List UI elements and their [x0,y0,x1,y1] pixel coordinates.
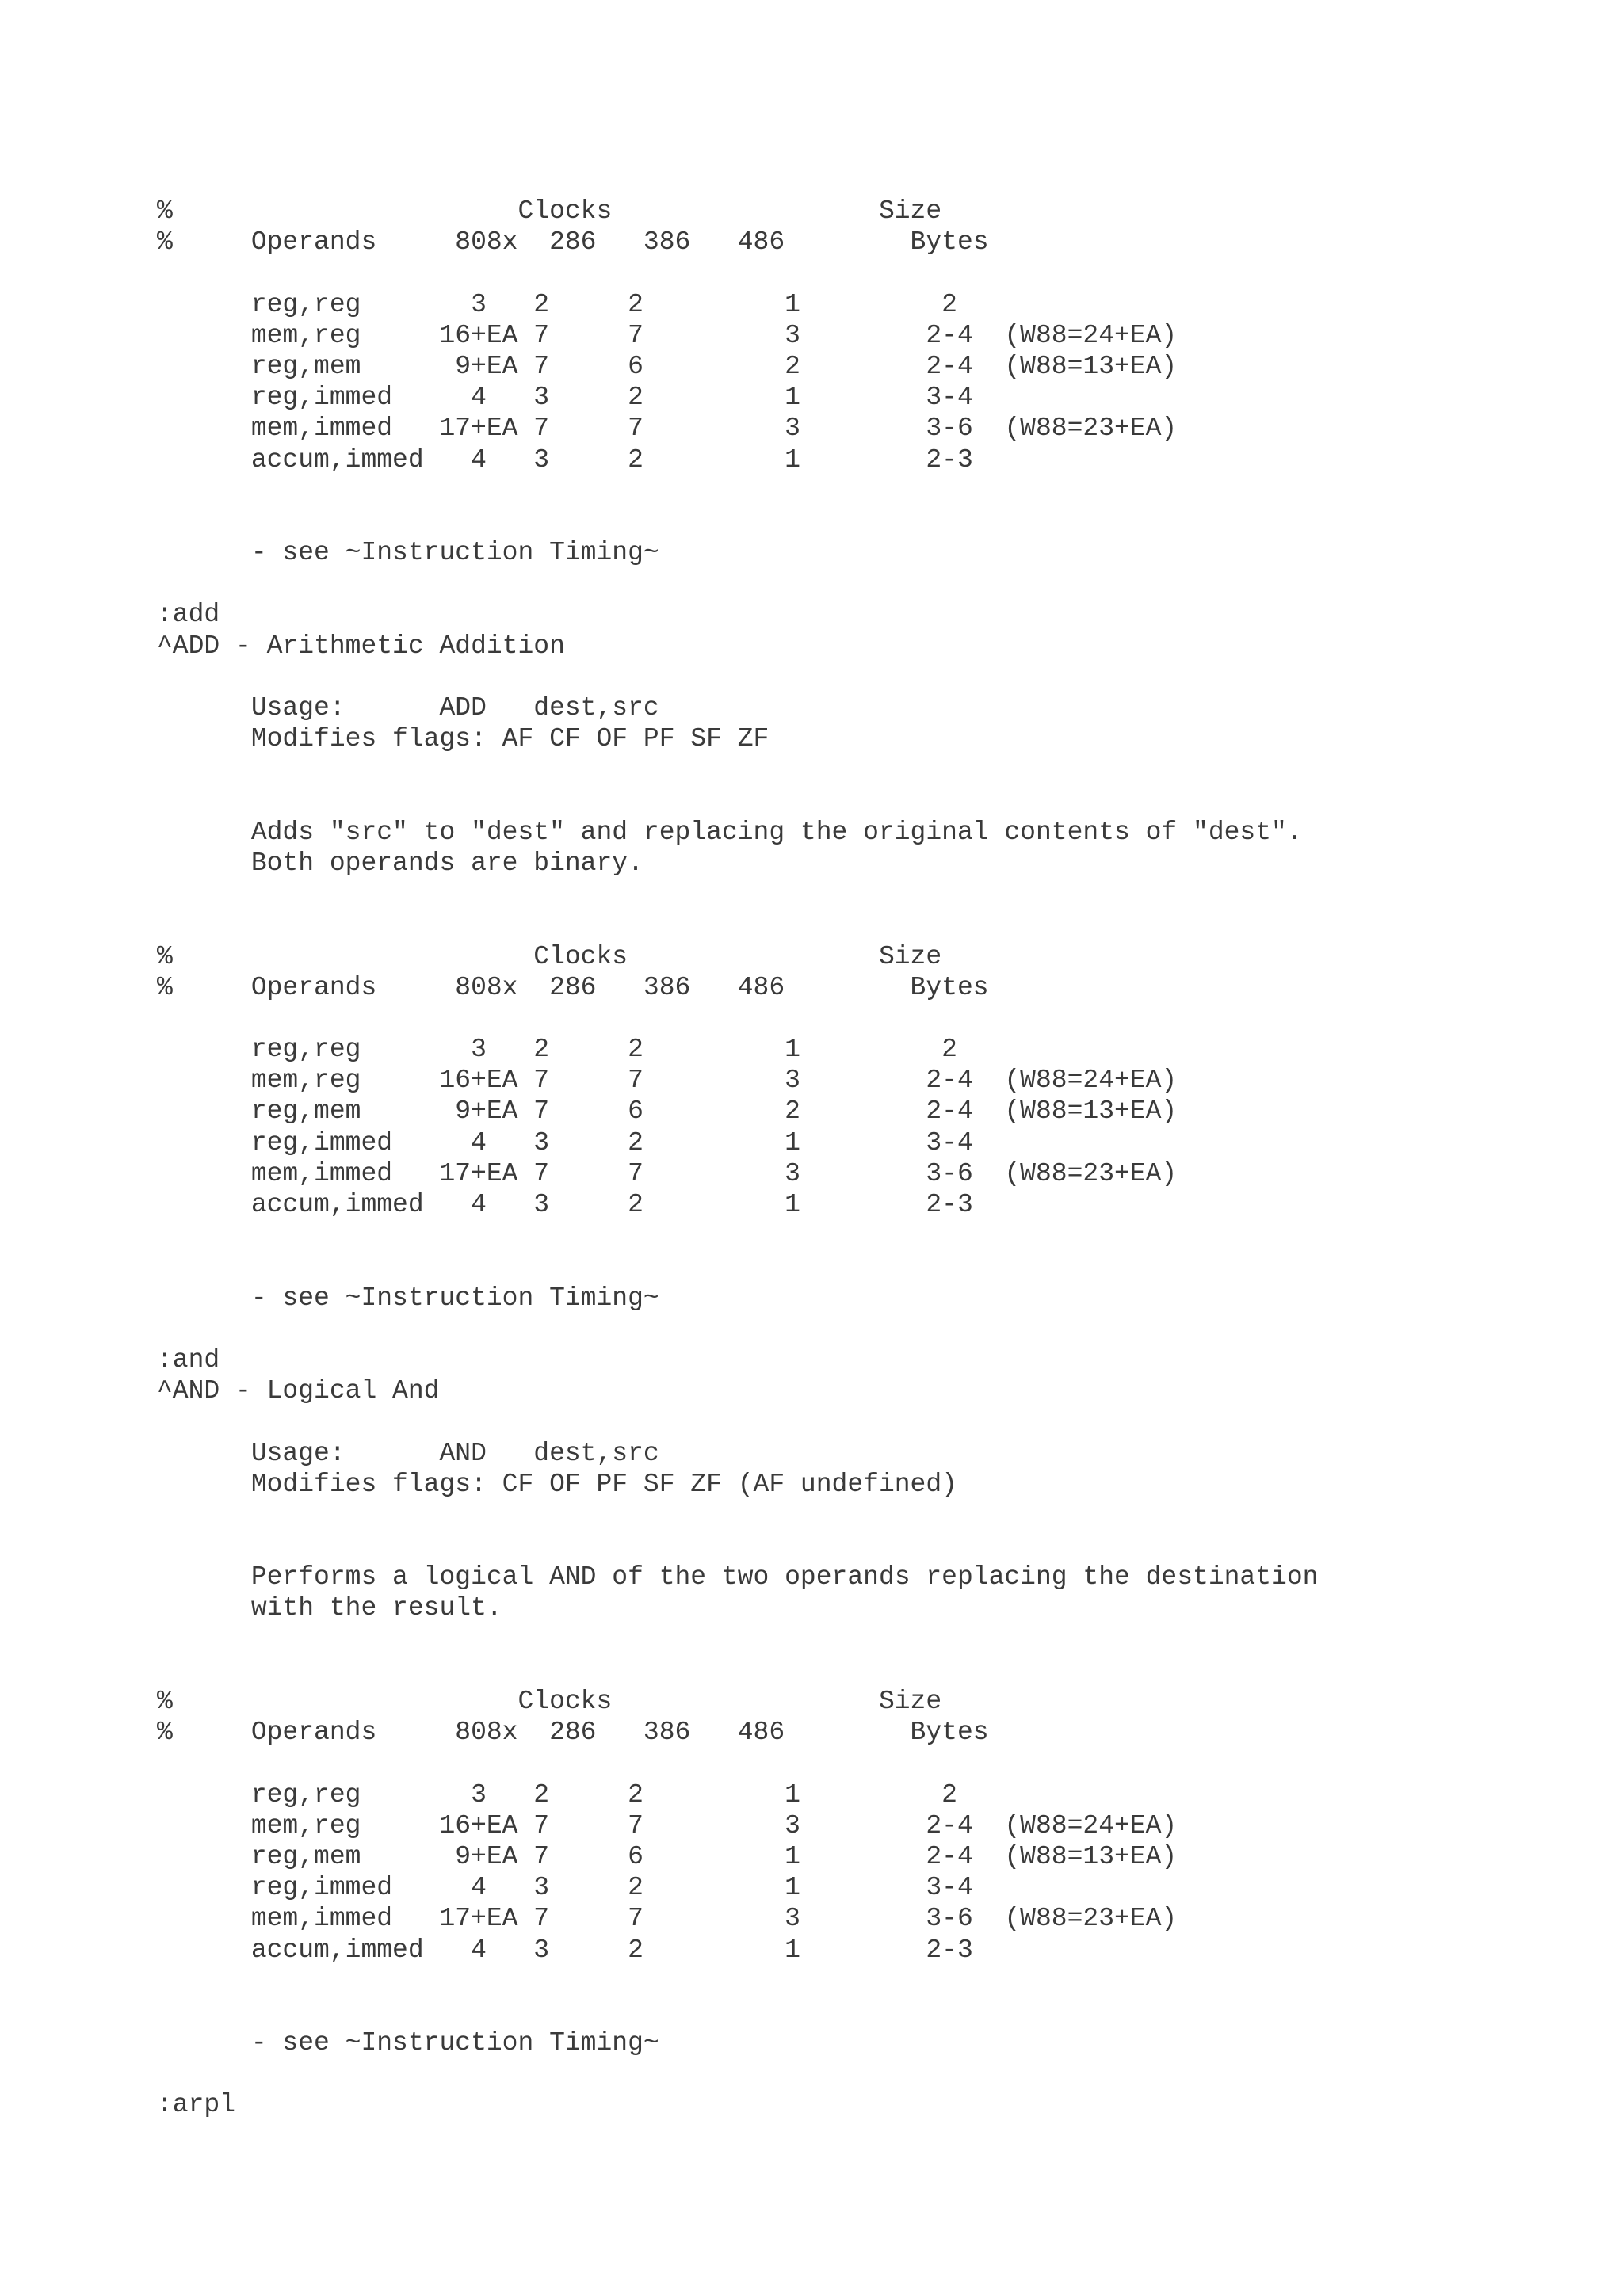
text-line [157,1406,1599,1437]
text-line [157,475,1599,506]
text-line: Usage: ADD dest,src [157,693,659,723]
document-body [157,196,1599,2121]
text-line [157,2058,1599,2089]
text-line: Usage: AND dest,src [157,1438,659,1468]
text-line [157,1966,1599,1997]
text-line: with the result. [157,1593,502,1623]
text-line: :arpl [157,2090,236,2120]
text-line: - see ~Instruction Timing~ [157,2028,659,2058]
text-line: accum,immed 4 3 2 1 2-3 [157,444,973,475]
text-line [157,1531,1599,1562]
text-line [157,754,1599,785]
text-line: reg,immed 4 3 2 1 3-4 [157,1873,973,1903]
text-line: - see ~Instruction Timing~ [157,1283,659,1313]
text-line [157,1997,1599,2027]
text-line: accum,immed 4 3 2 1 2-3 [157,1190,973,1219]
text-line [157,1748,1599,1779]
text-line [157,910,1599,940]
text-line [157,1251,1599,1282]
text-line: reg,mem 9+EA 7 6 2 2-4 (W88=13+EA) [157,1097,1178,1127]
text-line: accum,immed 4 3 2 1 2-3 [157,1935,973,1965]
text-line: Both operands are binary. [157,848,643,878]
text-line: :add [157,600,220,630]
text-line: reg,reg 3 2 2 1 2 [157,289,957,319]
text-line [157,257,1599,288]
text-line: reg,mem 9+EA 7 6 2 2-4 (W88=13+EA) [157,351,1178,381]
text-line: reg,reg 3 2 2 1 2 [157,1035,957,1065]
text-line [157,786,1599,817]
text-line: % Clocks Size [157,941,942,971]
text-line: Modifies flags: AF CF OF PF SF ZF [157,724,769,754]
text-line: reg,reg 3 2 2 1 2 [157,1779,957,1810]
text-line: mem,immed 17+EA 7 7 3 3-6 (W88=23+EA) [157,1904,1178,1934]
text-line: Performs a logical AND of the two operands replacing the destination [157,1562,1319,1592]
text-line: mem,reg 16+EA 7 7 3 2-4 (W88=24+EA) [157,1066,1178,1096]
text-line: % Operands 808x 286 386 486 Bytes [157,227,989,257]
text-line: Adds "src" to "dest" and replacing the original contents of "dest". [157,817,1303,847]
text-line: ^AND - Logical And [157,1376,440,1406]
text-line [157,1003,1599,1034]
text-line: mem,reg 16+EA 7 7 3 2-4 (W88=24+EA) [157,1810,1178,1840]
text-line: % Clocks Size [157,196,942,226]
text-line [157,879,1599,910]
text-line [157,1314,1599,1344]
text-line: % Clocks Size [157,1687,942,1716]
text-line: Modifies flags: CF OF PF SF ZF (AF undefined) [157,1469,957,1499]
text-line [157,1655,1599,1686]
text-line [157,1500,1599,1531]
text-line: % Operands 808x 286 386 486 Bytes [157,1718,989,1748]
text-line: % Operands 808x 286 386 486 Bytes [157,972,989,1002]
text-line: mem,reg 16+EA 7 7 3 2-4 (W88=24+EA) [157,320,1178,350]
text-line [157,1220,1599,1251]
text-line: reg,mem 9+EA 7 6 1 2-4 (W88=13+EA) [157,1841,1178,1871]
text-line: - see ~Instruction Timing~ [157,538,659,568]
text-line: reg,immed 4 3 2 1 3-4 [157,1127,973,1158]
text-line [157,506,1599,537]
text-line [157,662,1599,692]
text-line: mem,immed 17+EA 7 7 3 3-6 (W88=23+EA) [157,1158,1178,1188]
text-line [157,1624,1599,1655]
text-line: reg,immed 4 3 2 1 3-4 [157,383,973,413]
text-line: ^ADD - Arithmetic Addition [157,631,565,661]
text-line: :and [157,1344,220,1375]
text-line: mem,immed 17+EA 7 7 3 3-6 (W88=23+EA) [157,414,1178,444]
text-line [157,568,1599,599]
